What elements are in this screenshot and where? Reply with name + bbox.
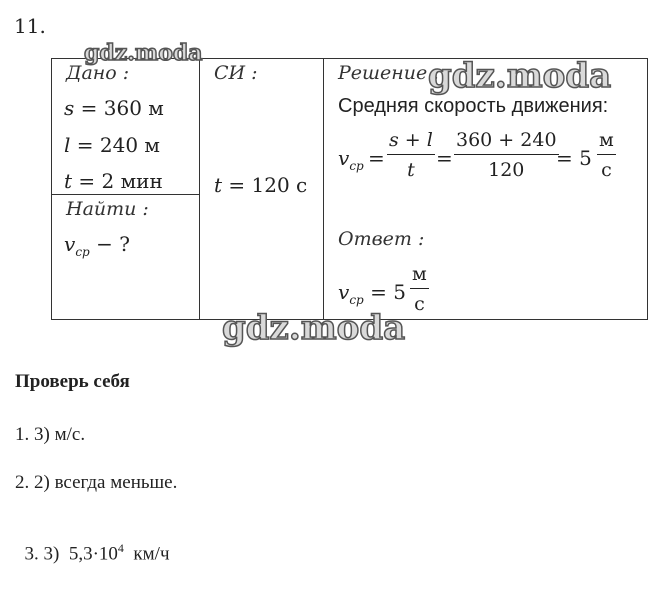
find-average-speed: $v_{ср}$ − ?: [64, 232, 130, 259]
solution-header: Решение :: [338, 62, 440, 84]
table-divider-given-find: [51, 194, 200, 195]
watermark-small: gdz.moda: [84, 40, 203, 66]
given-distance-l: l = 240 м: [64, 133, 160, 157]
find-header: Найти :: [66, 198, 149, 220]
formula-result: = 5: [556, 146, 592, 170]
solution-text: Средняя скорость движения:: [338, 95, 609, 117]
table-border-right: [647, 58, 648, 320]
formula-lhs: $v_{ср}$: [338, 146, 364, 173]
formula-unit: м с: [599, 129, 614, 181]
given-header: Дано :: [66, 62, 130, 84]
watermark-center: gdz.moda: [222, 308, 406, 348]
fraction-numerator: 360 + 240: [456, 129, 557, 151]
si-time-t: t = 120 с: [214, 173, 308, 197]
formula-equals-1: =: [368, 146, 385, 170]
formula-fraction-numeric: [454, 129, 559, 181]
given-time-t: t = 2 мин: [64, 169, 163, 193]
answer-lhs: $v_{ср} = 5$: [338, 280, 406, 307]
table-divider-given-si: [199, 58, 200, 320]
check-answer-2: 2. 2) всегда меньше.: [15, 472, 178, 493]
fraction-numerator: s + l: [389, 129, 433, 151]
answer-header: Ответ :: [338, 228, 425, 250]
watermark-top-right: gdz.moda: [428, 56, 612, 96]
given-distance-s: s = 360 м: [64, 96, 164, 120]
formula-fraction-symbolic: [387, 129, 435, 181]
fraction-denominator: 120: [488, 159, 525, 181]
si-header: СИ :: [214, 62, 258, 84]
formula-equals-2: =: [436, 146, 453, 170]
check-answer-3: 3. 3) $5,3\cdot 10^4$ км/ч: [24, 541, 170, 565]
problem-number: 11.: [14, 14, 46, 38]
table-border-left: [51, 58, 52, 320]
answer-unit: м с: [412, 263, 427, 315]
fraction-denominator: t: [407, 159, 415, 181]
table-divider-si-solution: [323, 58, 324, 320]
check-yourself-title: Проверь себя: [15, 371, 130, 392]
check-answer-1: 1. 3) м/с.: [15, 424, 86, 445]
